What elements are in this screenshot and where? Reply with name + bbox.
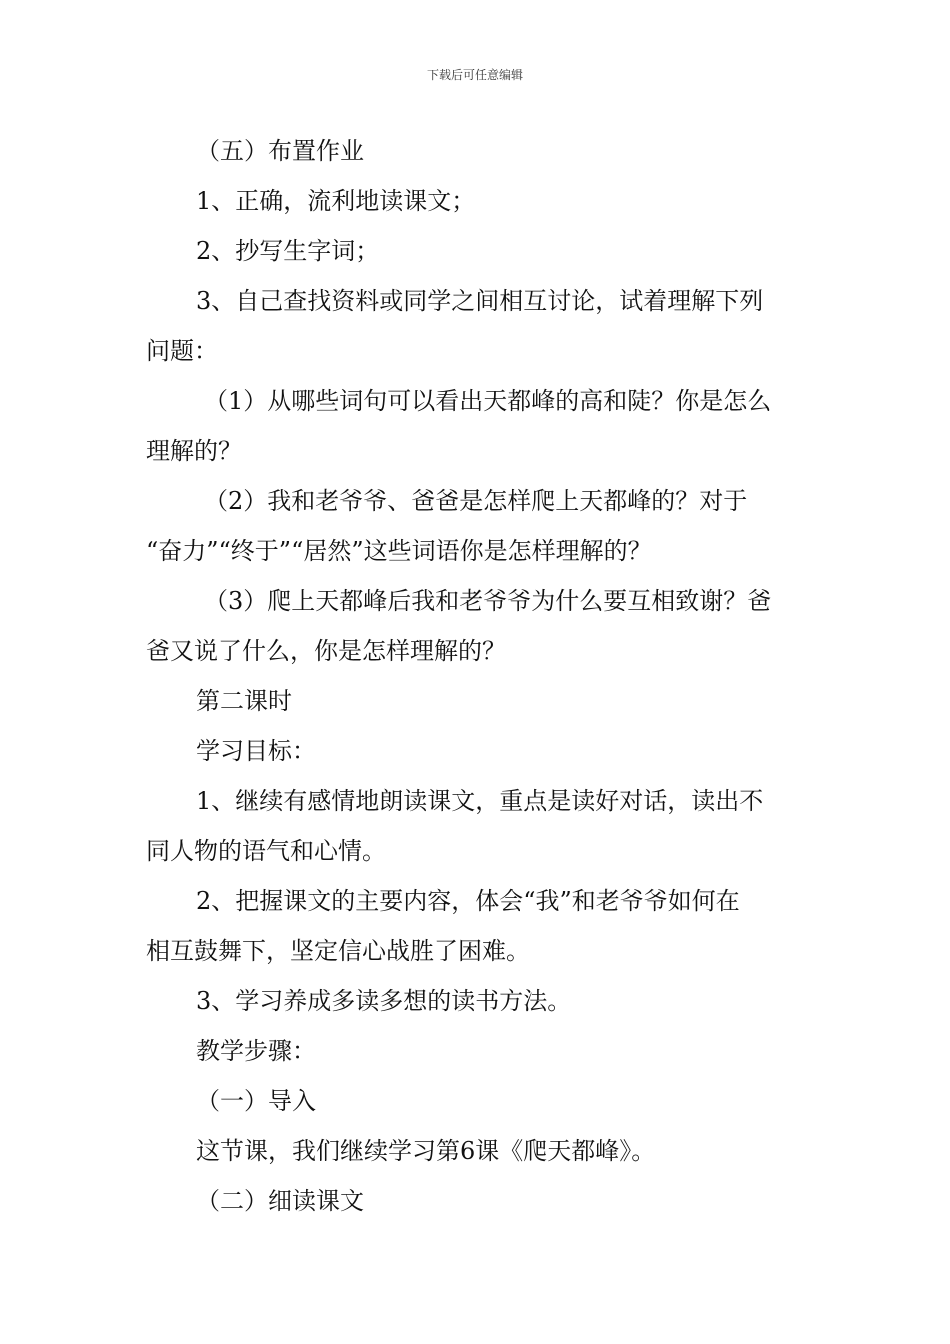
homework-item-3-cont: 问题： <box>146 337 218 365</box>
question-1-cont: 理解的？ <box>146 437 242 465</box>
document-body <box>146 126 806 1226</box>
homework-item-2: 2、抄写生字词； <box>196 237 380 265</box>
goal-3: 3、学习养成多读多想的读书方法。 <box>196 987 572 1015</box>
goal-2-cont: 相互鼓舞下，坚定信心战胜了困难。 <box>146 937 530 965</box>
question-3-cont: 爸又说了什么，你是怎样理解的？ <box>146 637 506 665</box>
step-1-text: 这节课，我们继续学习第6课《爬天都峰》。 <box>196 1137 656 1165</box>
teaching-steps-heading: 教学步骤： <box>196 1037 316 1065</box>
question-2-cont: “奋力”“终于”“居然”这些词语你是怎样理解的？ <box>146 537 652 565</box>
lesson-2-title: 第二课时 <box>196 687 292 715</box>
learning-goals-heading: 学习目标： <box>196 737 316 765</box>
goal-1-cont: 同人物的语气和心情。 <box>146 837 386 865</box>
goal-2: 2、把握课文的主要内容，体会“我”和老爷爷如何在 <box>196 887 740 915</box>
step-1-heading: （一）导入 <box>196 1087 316 1115</box>
homework-item-1: 1、正确，流利地读课文； <box>196 187 476 215</box>
question-2: （2）我和老爷爷、爸爸是怎样爬上天都峰的？对于 <box>204 487 748 515</box>
page-header: 下载后可任意编辑 <box>426 68 523 82</box>
goal-1: 1、继续有感情地朗读课文，重点是读好对话，读出不 <box>196 787 764 815</box>
question-1: （1）从哪些词句可以看出天都峰的高和陡？你是怎么 <box>204 387 772 415</box>
section-heading-homework: （五）布置作业 <box>196 137 364 165</box>
homework-item-3: 3、自己查找资料或同学之间相互讨论，试着理解下列 <box>196 287 764 315</box>
question-3: （3）爬上天都峰后我和老爷爷为什么要互相致谢？爸 <box>204 587 772 615</box>
step-2-heading: （二）细读课文 <box>196 1187 364 1215</box>
